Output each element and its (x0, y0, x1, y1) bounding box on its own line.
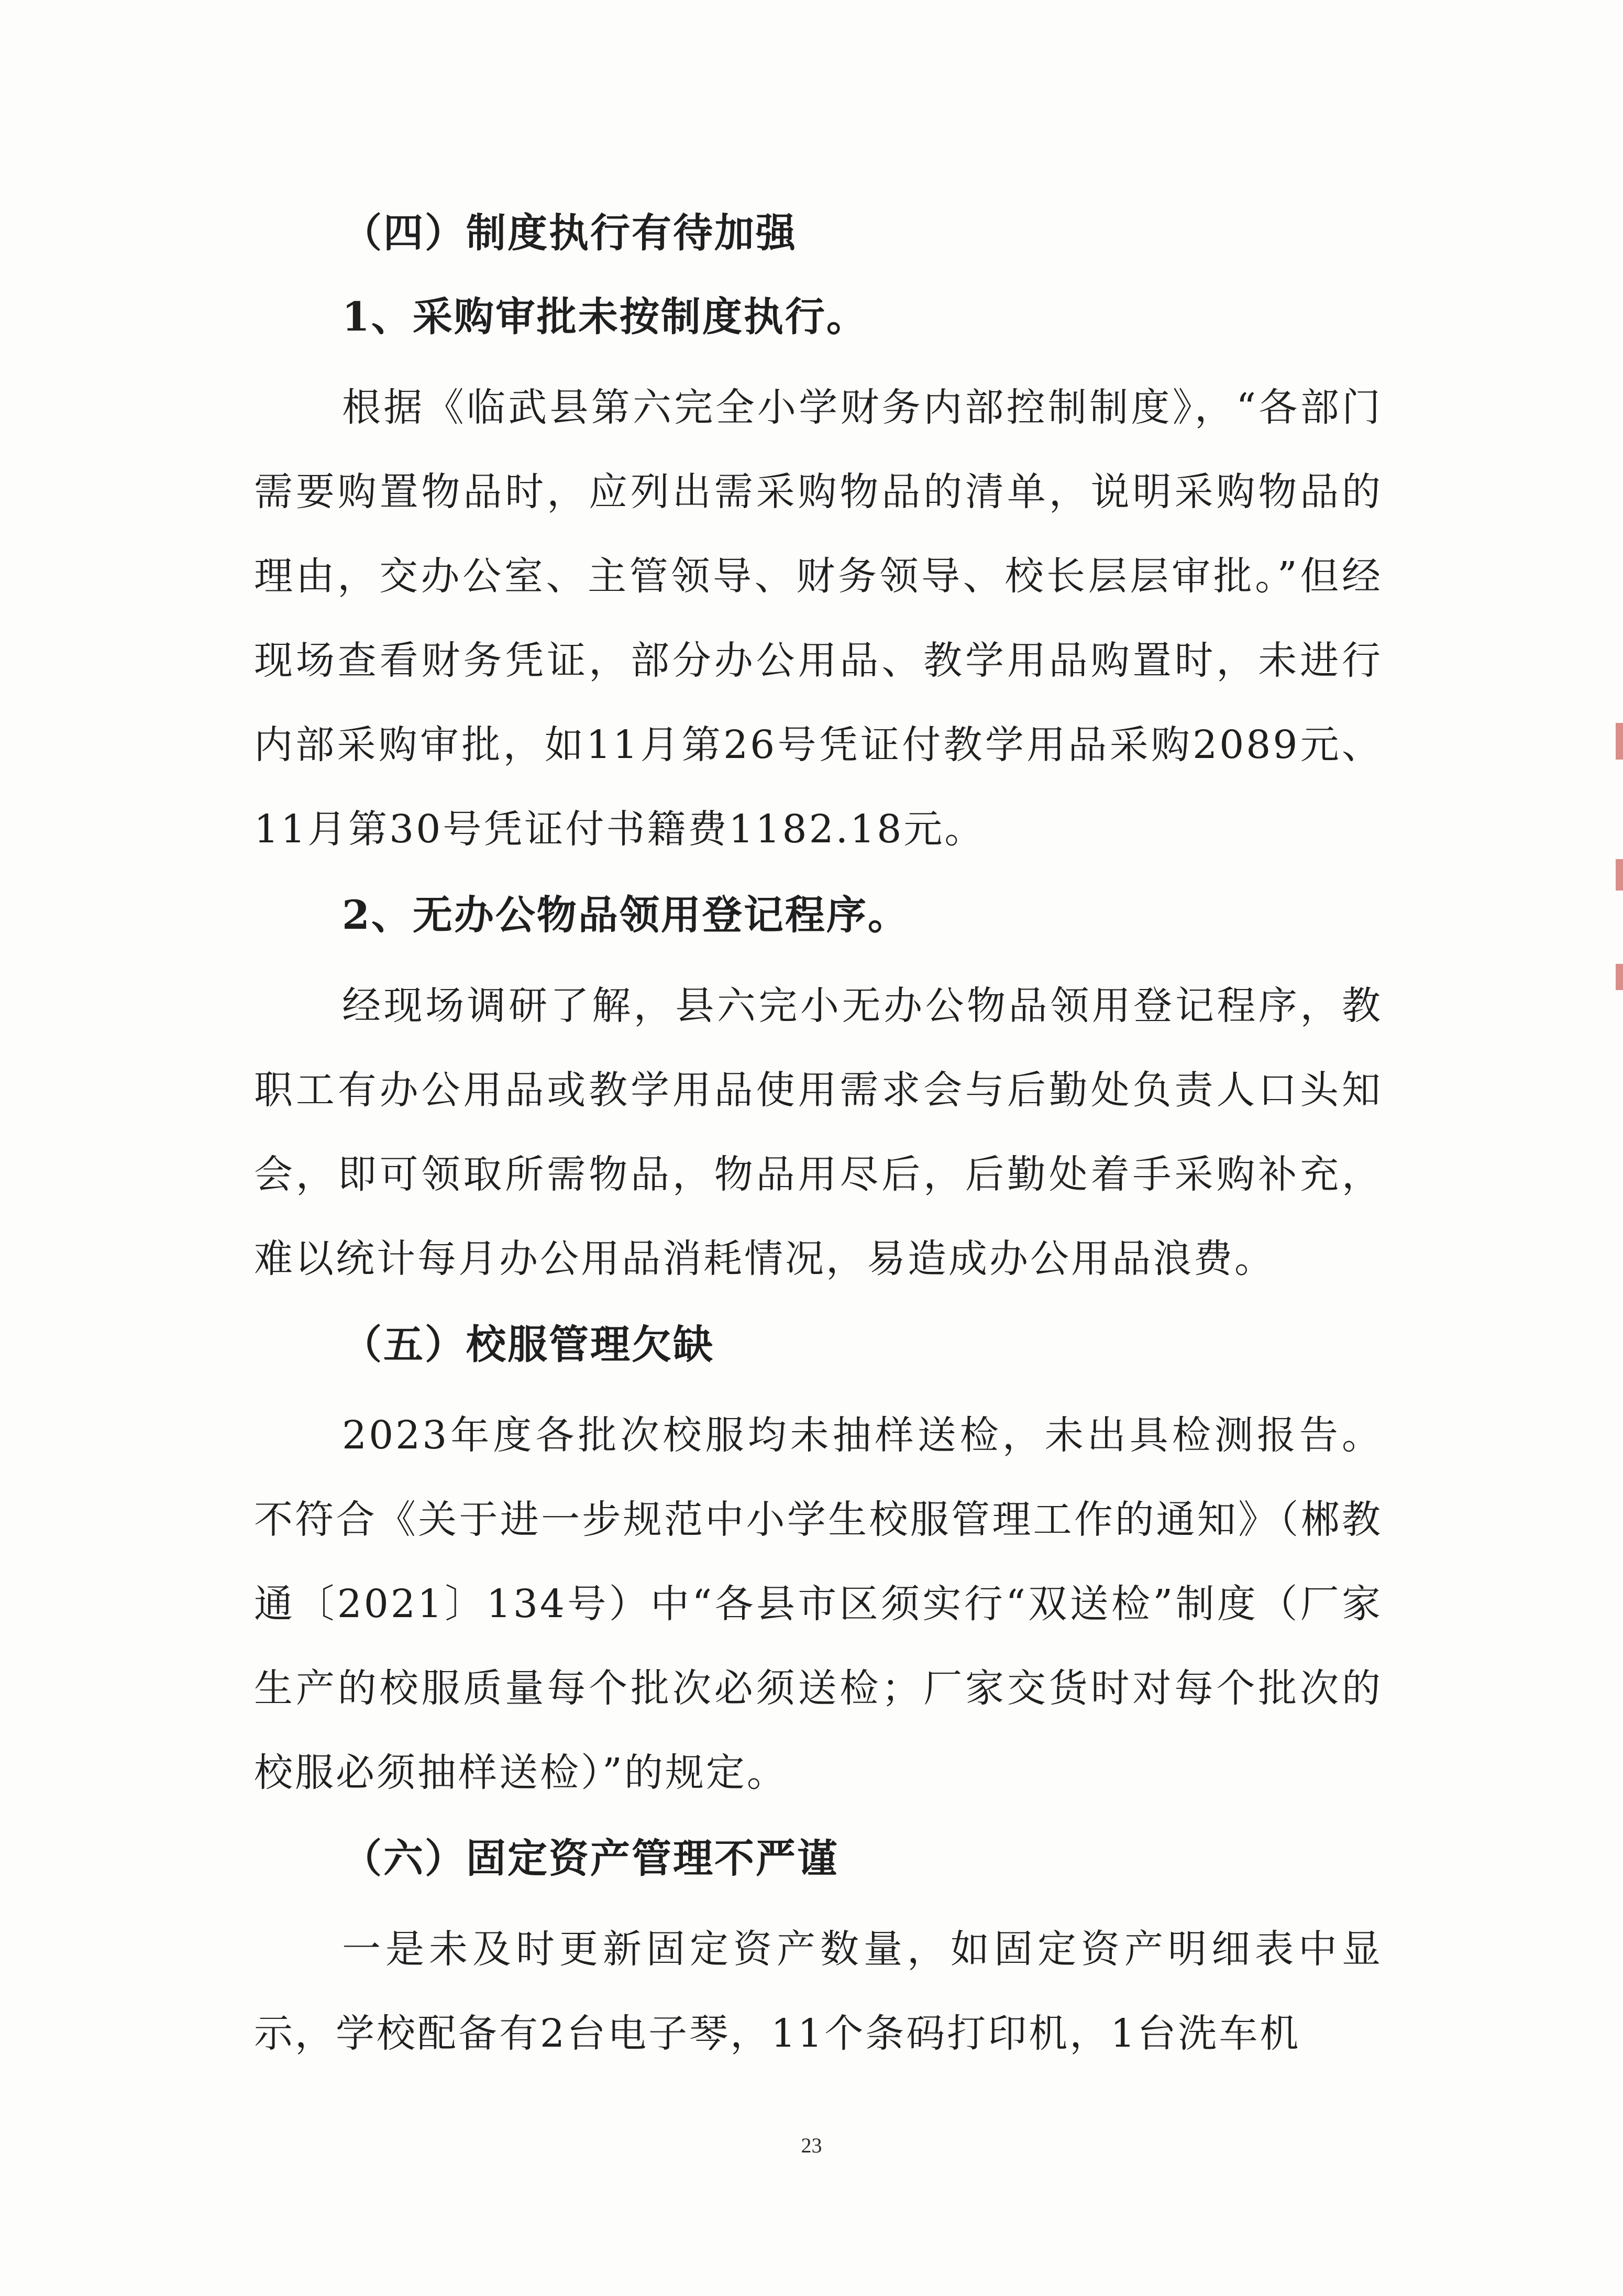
binding-edge-mark (1616, 723, 1623, 760)
page-number: 23 (801, 2134, 822, 2157)
section-heading-6: （六）固定资产管理不严谨 (342, 1835, 838, 1882)
page-content (254, 210, 1383, 2076)
section-heading-5: （五）校服管理欠缺 (342, 1321, 714, 1368)
binding-edge-mark (1616, 859, 1623, 891)
subsection-title-2: 2、无办公物品领用登记程序。 (342, 892, 909, 938)
subsection-title-1: 1、采购审批未按制度执行。 (342, 293, 868, 340)
binding-edge-mark (1616, 964, 1623, 990)
paragraph-office-supplies: 经现场调研了解，县六完小无办公物品领用登记程序，教职工有办公用品或教学用品使用需求会与后勤处负责人口头知会，即可领取所需物品，物品用尽后，后勤处着手采购补充，难以统计每月办公用品消耗情况，易造成办公用品浪费。 (254, 983, 1383, 1281)
section-heading-4: （四）制度执行有待加强 (342, 210, 797, 256)
paragraph-uniforms: 2023年度各批次校服均未抽样送检，未出具检测报告。不符合《关于进一步规范中小学生校服管理工作的通知》（郴教通〔2021〕134号）中“各县市区须实行“双送检”制度（厂家生产的校服质量每个批次必须送检；厂家交货时对每个批次的校服必须抽样送检）”的规定。 (254, 1413, 1383, 1795)
paragraph-fixed-assets: 一是未及时更新固定资产数量，如固定资产明细表中显示，学校配备有2台电子琴，11个条码打印机，1台洗车机 (254, 1927, 1383, 2056)
paragraph-procurement: 根据《临武县第六完全小学财务内部控制制度》，“各部门需要购置物品时，应列出需采购物品的清单，说明采购物品的理由，交办公室、主管领导、财务领导、校长层层审批。”但经现场查看财务凭证，部分办公用品、教学用品购置时，未进行内部采购审批，如11月第26号凭证付教学用品采购2089元、11月第30号凭证付书籍费1182.18元。 (254, 385, 1383, 852)
